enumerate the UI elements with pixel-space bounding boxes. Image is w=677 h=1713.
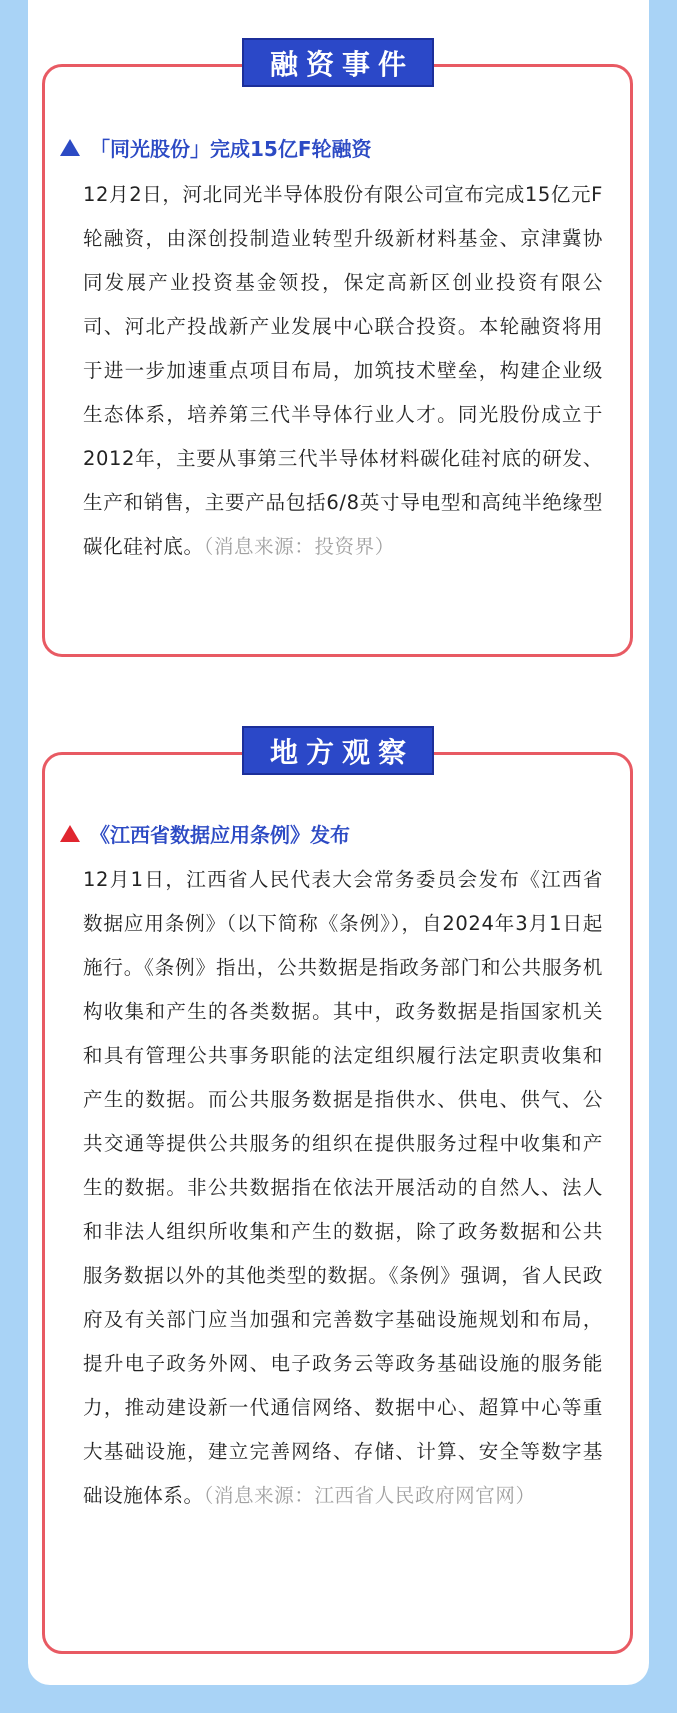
- triangle-icon: [60, 825, 80, 842]
- section-tag-financing: 融资事件: [242, 38, 434, 87]
- news-source: （消息来源：江西省人民政府网官网）: [203, 1484, 536, 1507]
- headline-text: 《江西省数据应用条例》发布: [90, 822, 350, 847]
- article-headline[interactable]: [60, 818, 350, 848]
- triangle-icon: [60, 139, 80, 156]
- body-text: 12月2日，河北同光半导体股份有限公司宣布完成15亿元F轮融资，由深创投制造业转型升级新材料基金、京津冀协同发展产业投资基金领投，保定高新区创业投资有限公司、河北产投战新产业发展中心联合投资。本轮融资将用于进一步加速重点项目布局，加筑技术壁垒，构建企业级生态体系，培养第三代半导体行业人才。同光股份成立于2012年，主要从事第三代半导体材料碳化硅衬底的研发、生产和销售，主要产品包括6/8英寸导电型和高纯半绝缘型碳化硅衬底。: [83, 183, 603, 558]
- article-body: [83, 858, 603, 1518]
- article-headline[interactable]: [60, 132, 372, 162]
- news-source: （消息来源：投资界）: [203, 535, 395, 558]
- body-text: 12月1日，江西省人民代表大会常务委员会发布《江西省数据应用条例》（以下简称《条例》），自2024年3月1日起施行。《条例》指出，公共数据是指政务部门和公共服务机构收集和产生的各类数据。其中，政务数据是指国家机关和具有管理公共事务职能的法定组织履行法定职责收集和产生的数据。而公共服务数据是指供水、供电、供气、公共交通等提供公共服务的组织在提供服务过程中收集和产生的数据。非公共数据指在依法开展活动的自然人、法人和非法人组织所收集和产生的数据，除了政务数据和公共服务数据以外的其他类型的数据。《条例》强调，省人民政府及有关部门应当加强和完善数字基础设施规划和布局，提升电子政务外网、电子政务云等政务基础设施的服务能力，推动建设新一代通信网络、数据中心、超算中心等重大基础设施，建立完善网络、存储、计算、安全等数字基础设施体系。: [83, 868, 603, 1507]
- article-body: [83, 173, 603, 569]
- section-tag-local: 地方观察: [242, 726, 434, 775]
- headline-text: 「同光股份」完成15亿F轮融资: [90, 136, 372, 161]
